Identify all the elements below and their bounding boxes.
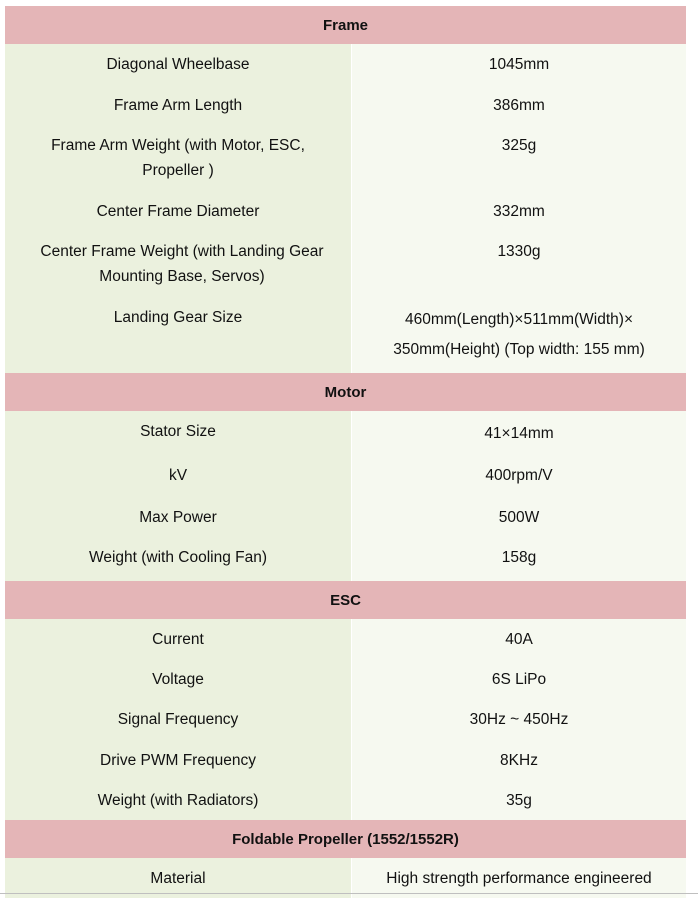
row-value: 1330g bbox=[352, 231, 686, 297]
row-label: Center Frame Diameter bbox=[5, 191, 352, 231]
row-label: Weight (with Radiators) bbox=[5, 780, 352, 820]
row-label: Voltage bbox=[5, 659, 352, 699]
row-label: Stator Size bbox=[5, 411, 352, 455]
section-header-motor bbox=[5, 373, 686, 412]
row-value: 35g bbox=[352, 780, 686, 820]
section-title: Frame bbox=[322, 16, 369, 34]
table-row bbox=[5, 659, 686, 699]
row-value: 500W bbox=[352, 497, 686, 537]
row-value: 8KHz bbox=[352, 740, 686, 780]
row-value: 6S LiPo bbox=[352, 659, 686, 699]
table-row bbox=[5, 740, 686, 780]
table-row bbox=[5, 231, 686, 297]
row-value: 1045mm bbox=[352, 44, 686, 85]
row-label: Signal Frequency bbox=[5, 699, 352, 740]
row-label: Current bbox=[5, 619, 352, 659]
table-row bbox=[5, 411, 686, 455]
section-header-propeller bbox=[5, 820, 686, 859]
section-title: Foldable Propeller (1552/1552R) bbox=[232, 830, 459, 848]
row-label: Frame Arm Weight (with Motor, ESC, Propeller ) bbox=[5, 125, 352, 191]
row-label: Weight (with Cooling Fan) bbox=[5, 537, 352, 581]
table-row bbox=[5, 455, 686, 497]
row-label: kV bbox=[5, 455, 352, 497]
section-header-esc bbox=[5, 581, 686, 620]
table-row bbox=[5, 497, 686, 537]
row-label: Frame Arm Length bbox=[5, 85, 352, 125]
table-row bbox=[5, 699, 686, 740]
row-value: 400rpm/V bbox=[352, 455, 686, 497]
section-header-frame bbox=[5, 6, 686, 45]
row-label: Material bbox=[5, 858, 352, 898]
row-value: 332mm bbox=[352, 191, 686, 231]
table-row bbox=[5, 191, 686, 231]
row-value: 158g bbox=[352, 537, 686, 581]
row-value: 41×14mm bbox=[352, 411, 686, 455]
row-label: Landing Gear Size bbox=[5, 297, 352, 373]
row-value: 325g bbox=[352, 125, 686, 191]
row-value: 460mm(Length)×511mm(Width)× 350mm(Height) (Top width: 155 mm) bbox=[352, 297, 686, 373]
row-label: Max Power bbox=[5, 497, 352, 537]
row-value: 40A bbox=[352, 619, 686, 659]
table-row bbox=[5, 537, 686, 581]
table-row bbox=[5, 780, 686, 820]
row-label: Diagonal Wheelbase bbox=[5, 44, 352, 85]
table-row bbox=[5, 858, 686, 898]
section-title: ESC bbox=[330, 591, 361, 609]
section-title: Motor bbox=[324, 383, 367, 401]
table-row bbox=[5, 85, 686, 125]
row-value: 30Hz ~ 450Hz bbox=[352, 699, 686, 740]
table-row bbox=[5, 125, 686, 191]
table-row bbox=[5, 44, 686, 85]
row-value: 386mm bbox=[352, 85, 686, 125]
table-row bbox=[5, 619, 686, 659]
row-label: Drive PWM Frequency bbox=[5, 740, 352, 780]
table-row bbox=[5, 297, 686, 373]
row-value: High strength performance engineered bbox=[352, 858, 686, 898]
bottom-rule bbox=[0, 893, 698, 894]
row-label: Center Frame Weight (with Landing Gear Mounting Base, Servos) bbox=[5, 231, 352, 297]
